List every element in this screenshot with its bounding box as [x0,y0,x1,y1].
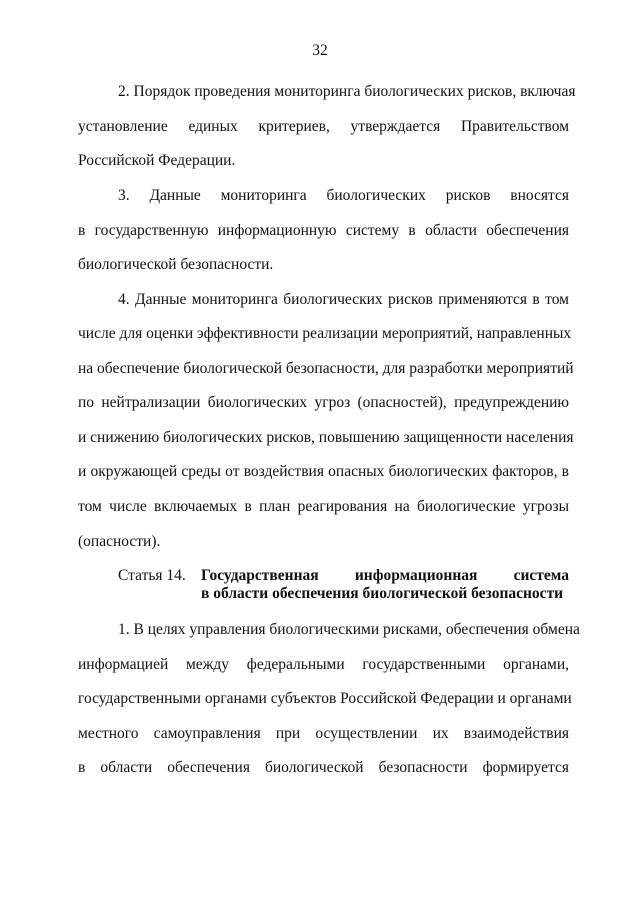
article-14-paragraph-1-line-4: местного самоуправления при осуществлении их взаимодействия [78,725,569,742]
article-14-paragraph-1-line-5: в области обеспечения биологической безопасности формируется [78,759,569,776]
paragraph-3-line-1: 3. Данные мониторинга биологических рисков вносятся [118,187,569,204]
paragraph-3-line-2: в государственную информационную систему в области обеспечения [78,222,569,239]
paragraph-3-line-3: биологической безопасности. [78,256,274,273]
paragraph-4-line-4: по нейтрализации биологических угроз (опасностей), предупреждению [78,394,569,411]
article-title-line-2: в области обеспечения биологической безопасности [201,585,564,602]
page-number: 32 [312,42,328,59]
paragraph-4-line-2: числе для оценки эффективности реализации мероприятий, направленных [78,325,572,342]
article-14-paragraph-1-line-3: государственными органами субъектов Российской Федерации и органами [78,690,572,707]
paragraph-4-line-6: и окружающей среды от воздействия опасных биологических факторов, в [78,463,569,480]
article-14-paragraph-1-line-2: информацией между федеральными государственными органами, [78,656,569,673]
article-label: Статья 14. [118,567,186,584]
paragraph-2-line-3: Российской Федерации. [78,152,236,169]
article-title-line-1: Государственная информационная система [201,567,569,584]
article-14-paragraph-1-line-1: 1. В целях управления биологическими рисками, обеспечения обмена [118,621,580,638]
paragraph-4-line-1: 4. Данные мониторинга биологических рисков применяются в том [118,291,569,308]
paragraph-4-line-7: том числе включаемых в план реагирования на биологические угрозы [78,498,569,515]
paragraph-2-line-2: установление единых критериев, утверждается Правительством [78,118,569,135]
paragraph-4-line-5: и снижению биологических рисков, повышению защищенности населения [78,429,574,446]
paragraph-2-line-1: 2. Порядок проведения мониторинга биологических рисков, включая [118,83,576,100]
paragraph-4-line-3: на обеспечение биологической безопасности, для разработки мероприятий [78,360,574,377]
paragraph-4-line-8: (опасности). [78,533,161,550]
